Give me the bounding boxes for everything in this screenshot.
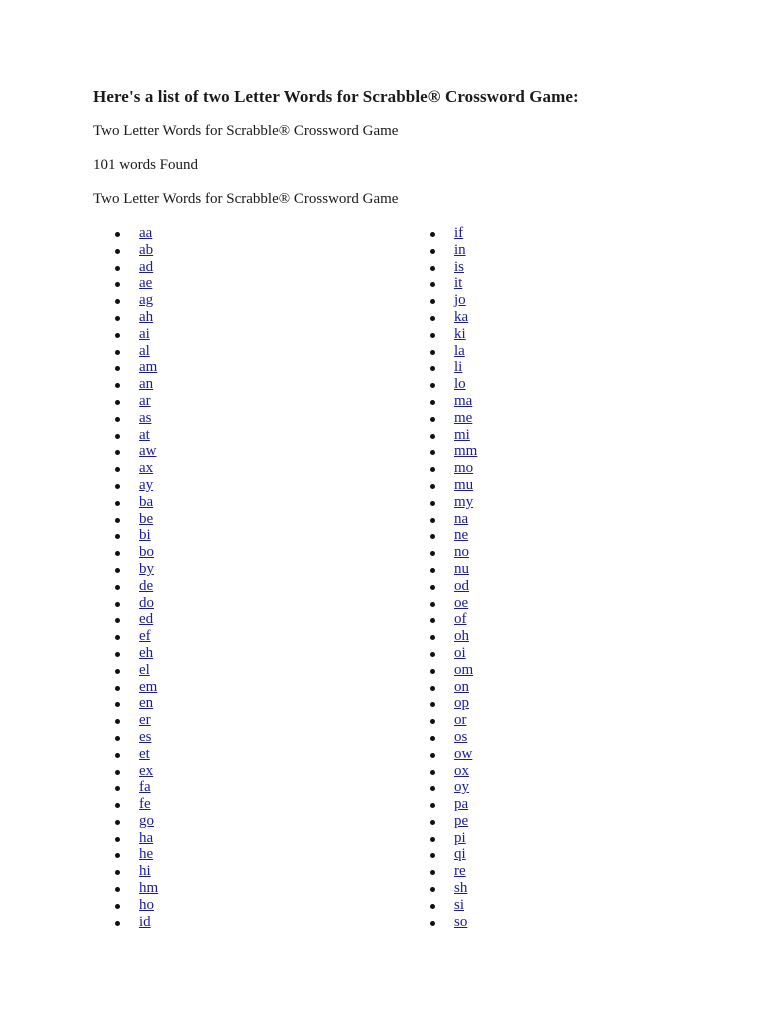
bullet-icon <box>115 316 120 321</box>
word-list-item <box>430 863 477 880</box>
bullet-icon <box>430 719 435 724</box>
bullet-icon <box>430 652 435 657</box>
word-list-item <box>430 813 477 830</box>
word-link[interactable]: es <box>139 728 152 745</box>
bullet-icon <box>115 450 120 455</box>
word-list-item <box>115 359 158 376</box>
word-link[interactable]: nu <box>454 560 469 577</box>
word-link[interactable]: ha <box>139 829 154 846</box>
word-list-item <box>115 779 158 796</box>
bullet-icon <box>430 501 435 506</box>
bullet-icon <box>430 921 435 926</box>
bullet-icon <box>430 904 435 909</box>
bullet-icon <box>430 417 435 422</box>
word-list-item <box>115 611 158 628</box>
word-list-item <box>430 275 477 292</box>
word-list-item <box>115 511 158 528</box>
word-link[interactable]: ex <box>139 762 154 779</box>
bullet-icon <box>115 266 120 271</box>
word-list-item <box>430 326 477 343</box>
word-link[interactable]: id <box>139 913 151 930</box>
bullet-icon <box>430 450 435 455</box>
bullet-icon <box>430 736 435 741</box>
word-list-item <box>115 846 158 863</box>
word-link[interactable]: fe <box>139 796 151 813</box>
bullet-icon <box>430 635 435 640</box>
bullet-icon <box>115 434 120 439</box>
bullet-icon <box>115 333 120 338</box>
word-link[interactable]: mo <box>454 460 474 477</box>
word-list-item <box>430 544 477 561</box>
word-link[interactable]: am <box>139 359 158 376</box>
bullet-icon <box>115 417 120 422</box>
word-list-item <box>115 914 158 931</box>
list-title-text: Two Letter Words for Scrabble® Crossword Game <box>93 191 399 207</box>
bullet-icon <box>115 719 120 724</box>
word-list-item <box>430 595 477 612</box>
bullet-icon <box>430 753 435 758</box>
word-list-item <box>430 259 477 276</box>
word-link[interactable]: qi <box>454 846 466 863</box>
word-link[interactable]: as <box>139 409 152 426</box>
word-list-item <box>430 796 477 813</box>
word-list-item <box>430 712 477 729</box>
word-list-item <box>430 511 477 528</box>
bullet-icon <box>115 904 120 909</box>
word-list-item <box>115 880 158 897</box>
word-link[interactable]: sh <box>454 880 468 897</box>
bullet-icon <box>430 618 435 623</box>
word-list-item <box>430 914 477 931</box>
word-link[interactable]: la <box>454 342 465 359</box>
word-list-item <box>115 813 158 830</box>
word-list-item <box>115 494 158 511</box>
word-link[interactable]: do <box>139 594 154 611</box>
word-list-item <box>430 763 477 780</box>
word-link[interactable]: op <box>454 695 469 712</box>
word-link[interactable]: bi <box>139 527 151 544</box>
word-list-item <box>430 779 477 796</box>
word-link[interactable]: ma <box>454 392 473 409</box>
word-link[interactable]: ae <box>139 275 153 292</box>
word-list-item <box>430 578 477 595</box>
word-list-item <box>115 460 158 477</box>
word-link[interactable]: pe <box>454 812 469 829</box>
word-list-item <box>430 393 477 410</box>
word-link[interactable]: fa <box>139 779 151 796</box>
bullet-icon <box>115 551 120 556</box>
word-link[interactable]: mu <box>454 476 474 493</box>
word-list-item <box>430 309 477 326</box>
bullet-icon <box>115 585 120 590</box>
bullet-icon <box>115 702 120 707</box>
word-link[interactable]: ed <box>139 611 154 628</box>
word-list-right <box>430 225 477 930</box>
subtitle-text: Two Letter Words for Scrabble® Crossword Game <box>93 123 399 139</box>
page-content <box>93 86 733 930</box>
word-link[interactable]: is <box>454 258 465 275</box>
word-link[interactable]: jo <box>454 292 466 309</box>
word-link[interactable]: oe <box>454 594 469 611</box>
word-link[interactable]: ka <box>454 308 469 325</box>
page-heading: Here's a list of two Letter Words for Scrabble® Crossword Game: <box>93 87 579 106</box>
word-list-item <box>430 830 477 847</box>
word-link[interactable]: ag <box>139 292 154 309</box>
word-list-item <box>115 242 158 259</box>
word-list-item <box>430 897 477 914</box>
word-link[interactable]: aa <box>139 225 153 241</box>
word-list-item <box>115 259 158 276</box>
word-link[interactable]: by <box>139 560 154 577</box>
word-list-item <box>115 376 158 393</box>
bullet-icon <box>115 467 120 472</box>
word-link[interactable]: ho <box>139 896 154 913</box>
word-link[interactable]: ab <box>139 241 154 258</box>
word-link[interactable]: si <box>454 896 465 913</box>
bullet-icon <box>430 484 435 489</box>
word-list-item <box>430 494 477 511</box>
word-list-item <box>115 863 158 880</box>
word-link[interactable]: lo <box>454 376 466 393</box>
word-link[interactable]: en <box>139 695 154 712</box>
word-link[interactable]: on <box>454 678 469 695</box>
bullet-icon <box>115 249 120 254</box>
bullet-icon <box>430 299 435 304</box>
bullet-icon <box>430 702 435 707</box>
word-list-item <box>115 527 158 544</box>
word-list-item <box>430 679 477 696</box>
word-list-item <box>115 595 158 612</box>
word-link[interactable]: go <box>139 812 154 829</box>
word-list-item <box>430 292 477 309</box>
bullet-icon <box>430 585 435 590</box>
bullet-icon <box>430 837 435 842</box>
word-link[interactable]: ox <box>454 762 469 779</box>
word-link[interactable]: it <box>454 275 463 292</box>
word-link[interactable]: ay <box>139 476 154 493</box>
bullet-icon <box>430 434 435 439</box>
bullet-icon <box>430 534 435 539</box>
word-list-item <box>430 443 477 460</box>
word-list-item <box>115 763 158 780</box>
bullet-icon <box>430 887 435 892</box>
bullet-icon <box>115 837 120 842</box>
bullet-icon <box>430 770 435 775</box>
bullet-icon <box>115 518 120 523</box>
bullet-icon <box>430 467 435 472</box>
bullet-icon <box>430 669 435 674</box>
bullet-icon <box>430 820 435 825</box>
bullet-icon <box>115 853 120 858</box>
bullet-icon <box>115 669 120 674</box>
word-list-item <box>430 460 477 477</box>
word-list-item <box>430 477 477 494</box>
word-list-item <box>430 225 477 242</box>
bullet-icon <box>115 282 120 287</box>
bullet-icon <box>430 551 435 556</box>
word-link[interactable]: be <box>139 510 154 527</box>
word-list-item <box>115 225 158 242</box>
word-list-item <box>115 326 158 343</box>
word-link[interactable]: if <box>454 225 464 241</box>
word-list-item <box>115 443 158 460</box>
word-list-item <box>430 846 477 863</box>
word-list-item <box>115 746 158 763</box>
word-link[interactable]: mi <box>454 426 470 443</box>
bullet-icon <box>430 870 435 875</box>
word-link[interactable]: ow <box>454 745 473 762</box>
word-list-item <box>430 746 477 763</box>
word-link[interactable]: de <box>139 577 154 594</box>
bullet-icon <box>115 652 120 657</box>
word-list-item <box>115 427 158 444</box>
bullet-icon <box>430 786 435 791</box>
bullet-icon <box>430 366 435 371</box>
bullet-icon <box>115 887 120 892</box>
word-list-item <box>430 527 477 544</box>
word-link[interactable]: al <box>139 342 150 359</box>
bullet-icon <box>115 299 120 304</box>
bullet-icon <box>115 635 120 640</box>
bullet-icon <box>115 350 120 355</box>
word-list-item <box>115 544 158 561</box>
word-list-item <box>430 645 477 662</box>
word-link[interactable]: na <box>454 510 469 527</box>
bullet-icon <box>115 870 120 875</box>
bullet-icon <box>115 686 120 691</box>
bullet-icon <box>115 602 120 607</box>
word-list-item <box>115 645 158 662</box>
word-list-item <box>430 242 477 259</box>
bullet-icon <box>430 282 435 287</box>
word-list-item <box>430 359 477 376</box>
word-link[interactable]: ki <box>454 325 466 342</box>
word-link[interactable]: ef <box>139 628 151 645</box>
word-list-item <box>430 628 477 645</box>
bullet-icon <box>430 853 435 858</box>
bullet-icon <box>430 249 435 254</box>
word-link[interactable]: aw <box>139 443 157 460</box>
word-link[interactable]: ne <box>454 527 469 544</box>
bullet-icon <box>430 333 435 338</box>
bullet-icon <box>430 568 435 573</box>
word-link[interactable]: me <box>454 409 473 426</box>
word-list-item <box>430 427 477 444</box>
bullet-icon <box>115 534 120 539</box>
bullet-icon <box>430 383 435 388</box>
word-list-item <box>115 712 158 729</box>
bullet-icon <box>115 400 120 405</box>
word-link[interactable]: so <box>454 913 468 930</box>
word-link[interactable]: mm <box>454 443 478 460</box>
word-link[interactable]: ad <box>139 258 154 275</box>
bullet-icon <box>115 753 120 758</box>
word-list-item <box>115 679 158 696</box>
bullet-icon <box>430 602 435 607</box>
word-link[interactable]: er <box>139 712 151 729</box>
word-link[interactable]: my <box>454 493 474 510</box>
word-list-item <box>115 830 158 847</box>
word-link[interactable]: os <box>454 728 468 745</box>
word-list-item <box>115 309 158 326</box>
word-list-item <box>115 410 158 427</box>
word-link[interactable]: li <box>454 359 463 376</box>
bullet-icon <box>430 266 435 271</box>
word-link[interactable]: an <box>139 376 154 393</box>
word-link[interactable]: ax <box>139 460 154 477</box>
bullet-icon <box>115 484 120 489</box>
word-link[interactable]: od <box>454 577 469 594</box>
word-list-item <box>115 477 158 494</box>
bullet-icon <box>430 400 435 405</box>
word-list-item <box>115 561 158 578</box>
bullet-icon <box>115 820 120 825</box>
bullet-icon <box>115 383 120 388</box>
word-list-item <box>430 611 477 628</box>
word-list-item <box>430 343 477 360</box>
word-link[interactable]: he <box>139 846 154 863</box>
bullet-icon <box>115 232 120 237</box>
word-link[interactable]: om <box>454 661 474 678</box>
word-link[interactable]: el <box>139 661 150 678</box>
word-list-left <box>115 225 158 930</box>
word-list-item <box>115 662 158 679</box>
word-list-item <box>115 393 158 410</box>
word-link[interactable]: oi <box>454 644 466 661</box>
word-link[interactable]: em <box>139 678 158 695</box>
word-list-item <box>430 695 477 712</box>
bullet-icon <box>430 686 435 691</box>
word-list-item <box>115 695 158 712</box>
word-list-item <box>430 376 477 393</box>
bullet-icon <box>430 316 435 321</box>
word-link[interactable]: of <box>454 611 467 628</box>
bullet-icon <box>115 568 120 573</box>
word-link[interactable]: ar <box>139 392 151 409</box>
word-link[interactable]: pa <box>454 796 469 813</box>
word-link[interactable]: at <box>139 426 150 443</box>
bullet-icon <box>430 350 435 355</box>
word-link[interactable]: pi <box>454 829 466 846</box>
bullet-icon <box>115 803 120 808</box>
word-list-item <box>115 578 158 595</box>
bullet-icon <box>115 618 120 623</box>
bullet-icon <box>115 736 120 741</box>
word-link[interactable]: hm <box>139 880 159 897</box>
word-list-item <box>430 880 477 897</box>
word-list-item <box>430 561 477 578</box>
bullet-icon <box>430 803 435 808</box>
word-link[interactable]: et <box>139 745 150 762</box>
word-link[interactable]: or <box>454 712 467 729</box>
word-list-item <box>430 662 477 679</box>
word-link[interactable]: oh <box>454 628 469 645</box>
bullet-icon <box>430 232 435 237</box>
word-link[interactable]: no <box>454 544 469 561</box>
bullet-icon <box>115 366 120 371</box>
bullet-icon <box>115 770 120 775</box>
bullet-icon <box>430 518 435 523</box>
word-link[interactable]: eh <box>139 644 154 661</box>
word-link[interactable]: ba <box>139 493 154 510</box>
word-list-item <box>115 796 158 813</box>
word-link[interactable]: re <box>454 863 466 880</box>
bullet-icon <box>115 921 120 926</box>
word-link[interactable]: in <box>454 241 466 258</box>
word-link[interactable]: bo <box>139 544 154 561</box>
word-list-item <box>430 729 477 746</box>
word-link[interactable]: ah <box>139 308 154 325</box>
word-link[interactable]: ai <box>139 325 150 342</box>
word-list-item <box>115 292 158 309</box>
word-list-item <box>115 897 158 914</box>
word-list-item <box>115 343 158 360</box>
word-list-item <box>115 729 158 746</box>
word-list-item <box>115 628 158 645</box>
word-count-text: 101 words Found <box>93 157 199 173</box>
bullet-icon <box>115 501 120 506</box>
word-link[interactable]: oy <box>454 779 469 796</box>
word-list-item <box>430 410 477 427</box>
bullet-icon <box>115 786 120 791</box>
word-link[interactable]: hi <box>139 863 151 880</box>
word-list-item <box>115 275 158 292</box>
